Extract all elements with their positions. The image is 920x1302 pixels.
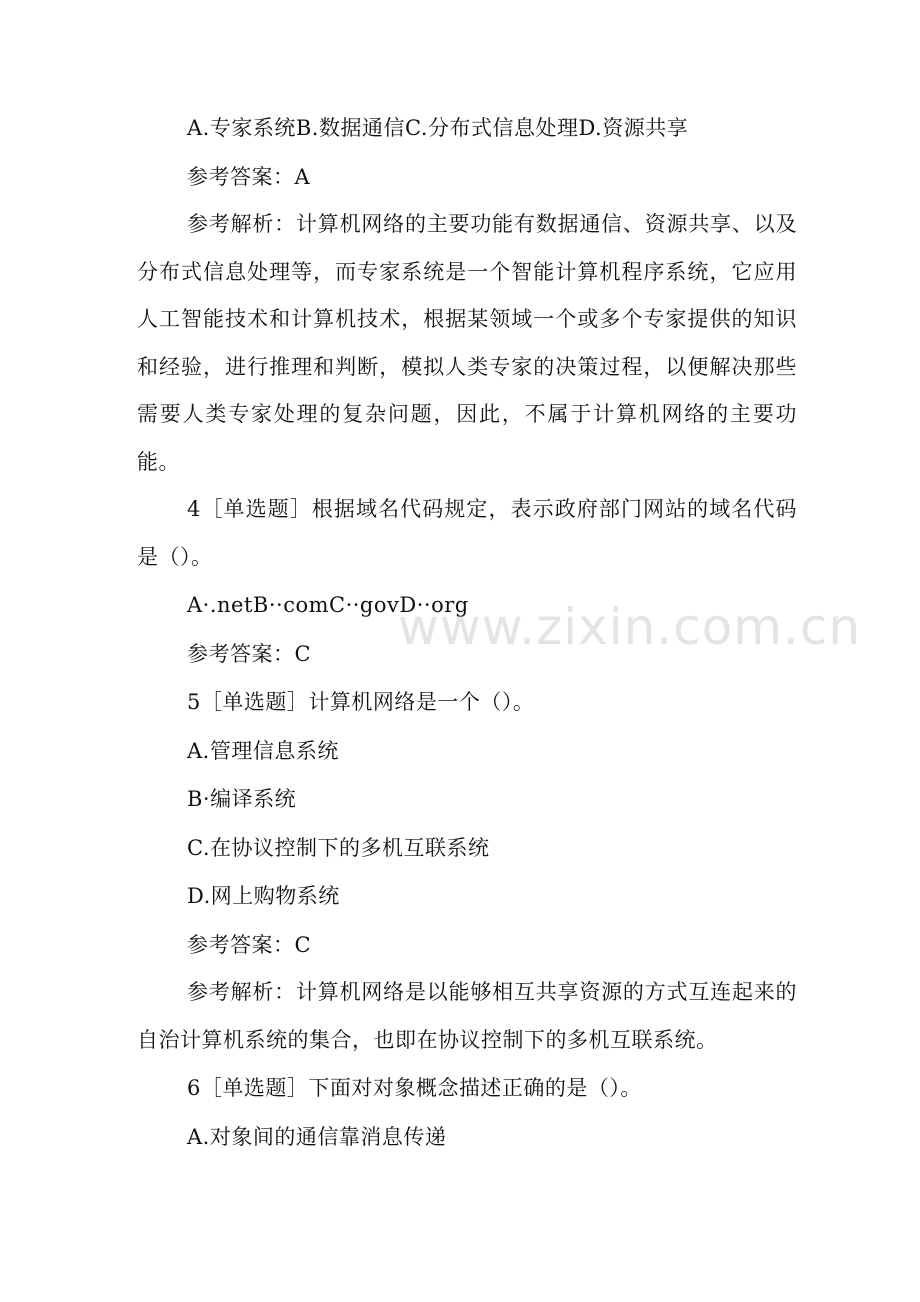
q4-answer: 参考答案：C [187,641,312,666]
q6-option-a: A.对象间的通信靠消息传递 [187,1124,447,1149]
q5-question: 5［单选题］计算机网络是一个（）。 [187,690,535,714]
q4-options: A·.netB··comC··govD··org [187,593,469,617]
q5-explanation: 参考解析：计算机网络是以能够相互共享资源的方式互连起来的自治计算机系统的集合，也即在协议控制下的多机互联系统。 [137,980,797,1052]
q3-options: A.专家系统B.数据通信C.分布式信息处理D.资源共享 [187,116,689,140]
q6-question: 6［单选题］下面对对象概念描述正确的是（）。 [187,1076,642,1100]
q3-answer: 参考答案：A [187,164,311,189]
watermark: www.zixin.com.cn [398,598,862,656]
q5-option-d: D.网上购物系统 [187,884,340,908]
q4-question: 4［单选题］根据域名代码规定，表示政府部门网站的域名代码是（）。 [137,497,797,569]
q5-option-c: C.在协议控制下的多机互联系统 [187,835,490,860]
q3-explanation: 参考解析：计算机网络的主要功能有数据通信、资源共享、以及分布式信息处理等，而专家系统是一个智能计算机程序系统，它应用人工智能技术和计算机技术，根据某领域一个或多个专家提供的知识和经验，进行推理和判断，模拟人类专家的决策过程，以便解决那些需要人类专家处理的复杂问题，因此，不属于计算机网络的主要功能。 [137,212,797,474]
document-body [137,104,797,1161]
q5-option-a: A.管理信息系统 [187,738,339,763]
q5-option-b: B·编译系统 [187,787,297,811]
q5-answer: 参考答案：C [187,932,312,957]
